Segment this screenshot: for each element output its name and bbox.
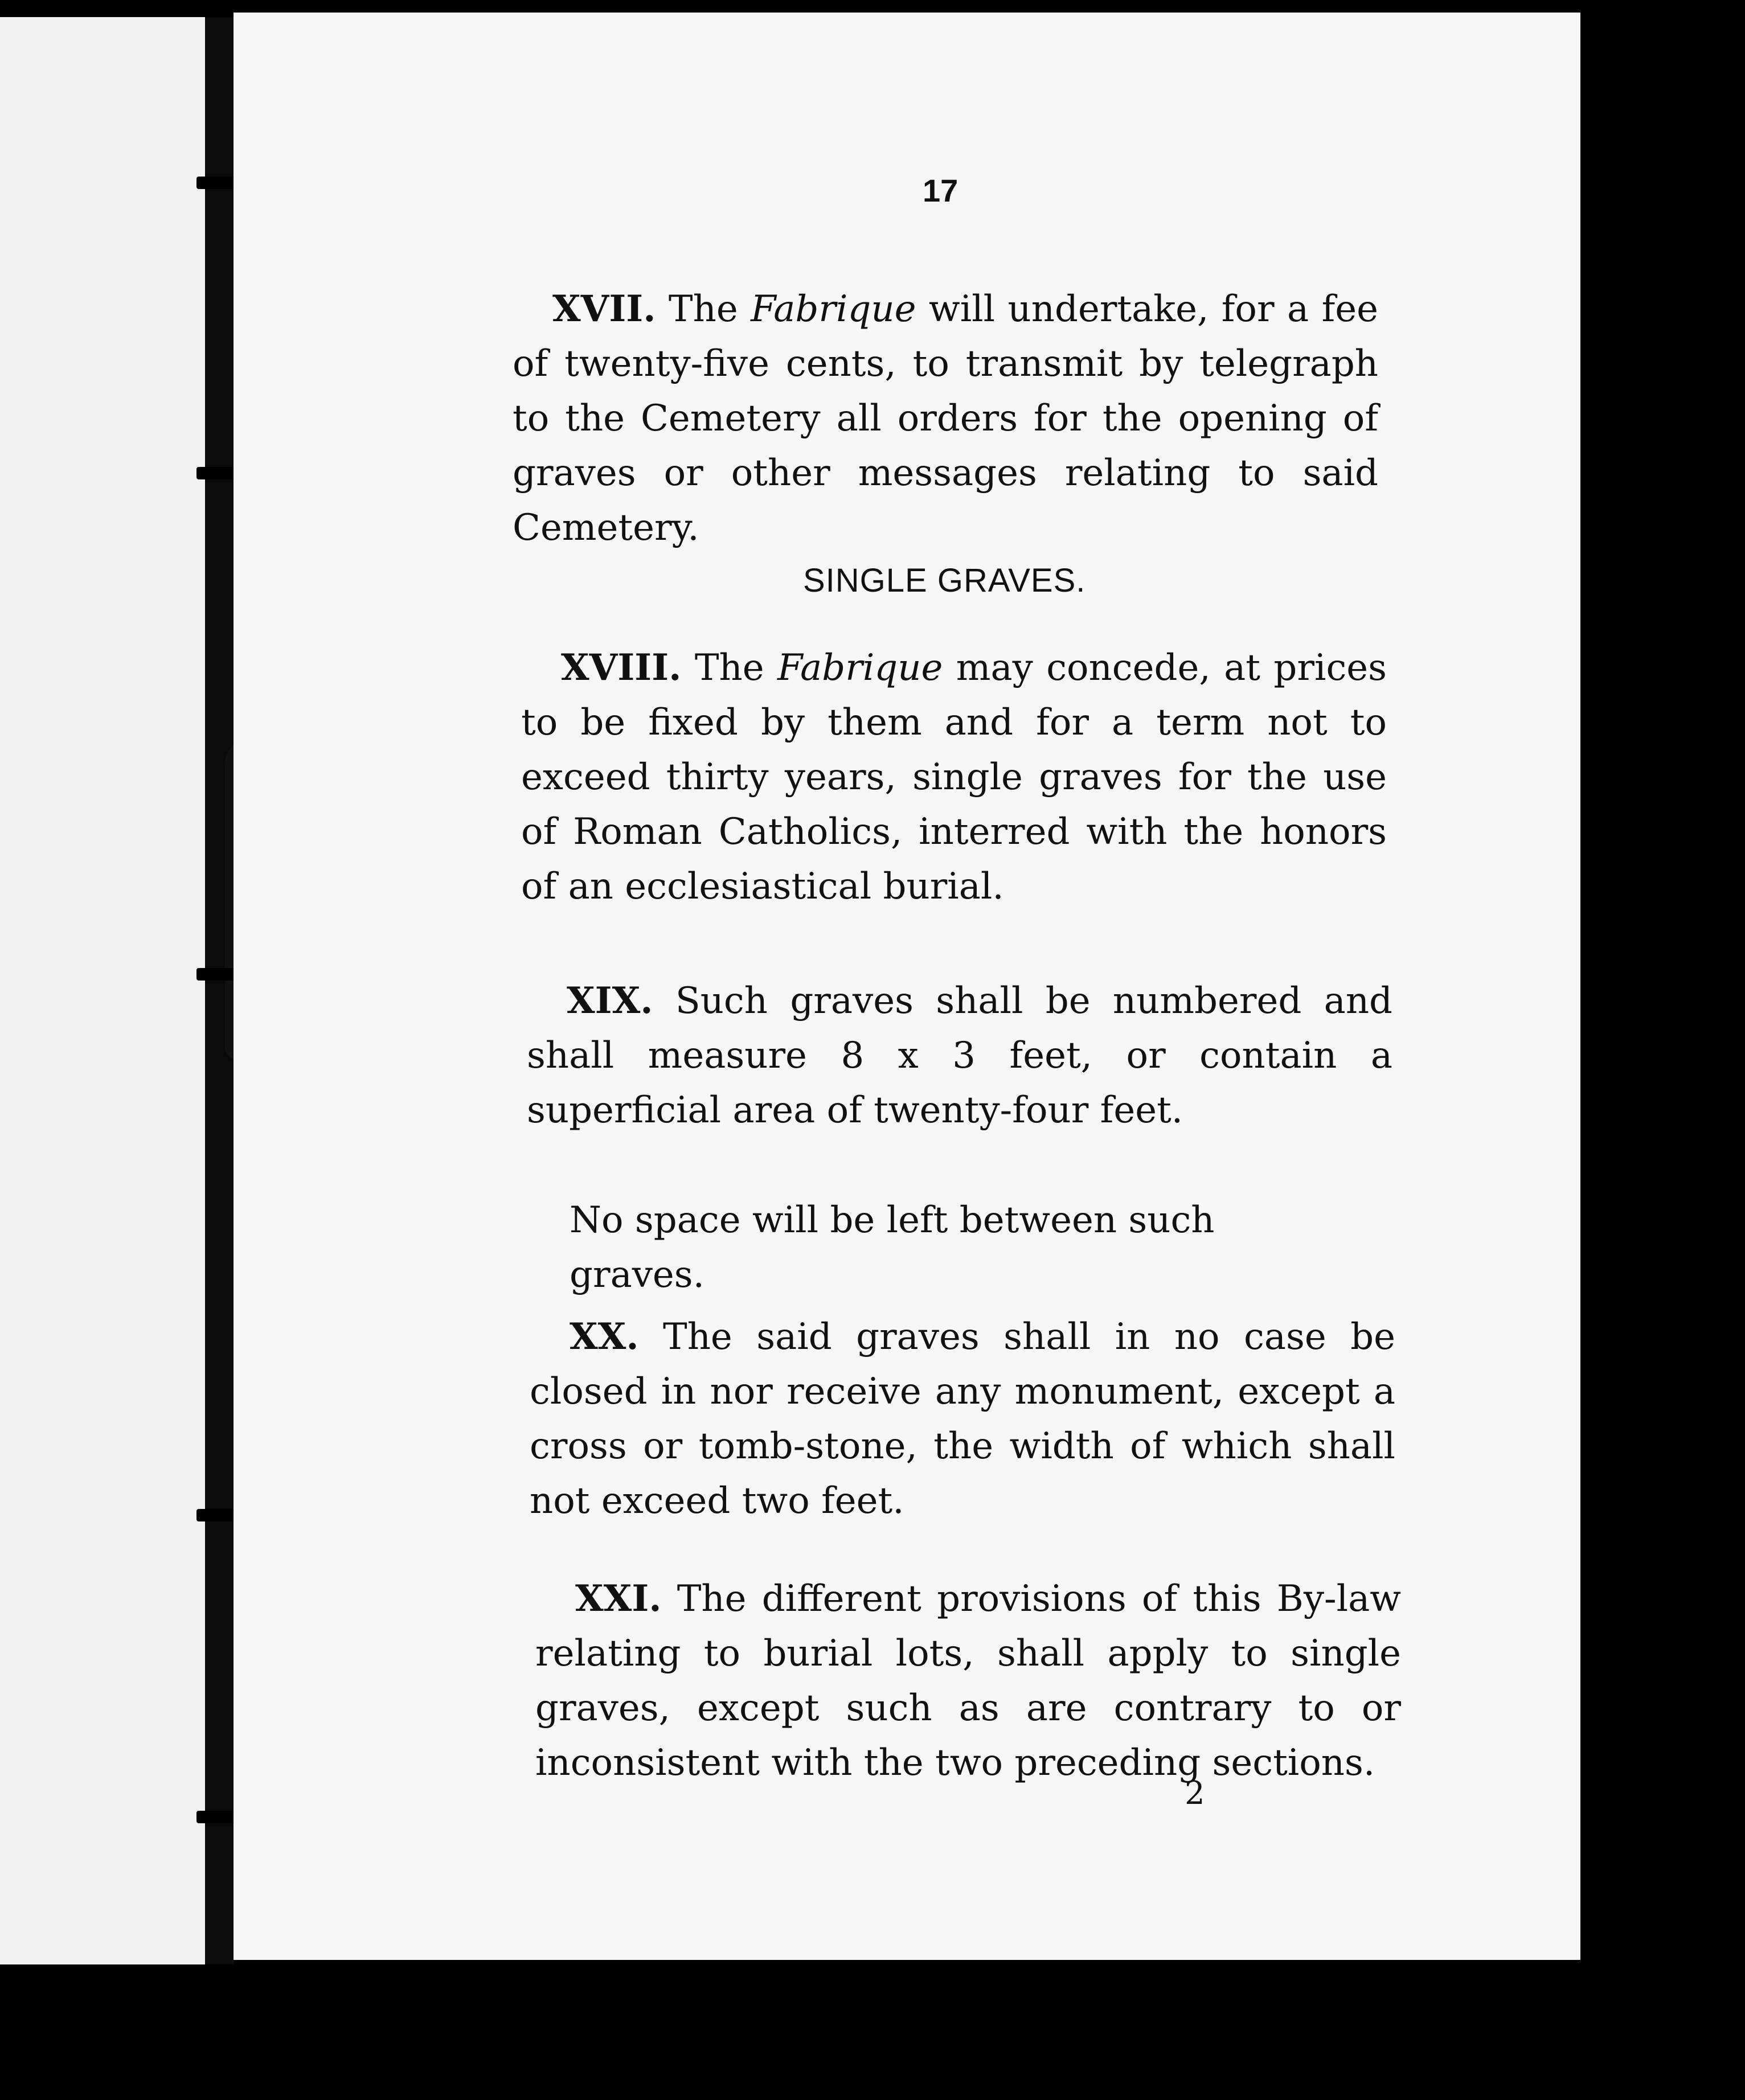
section-text: The different provisions of this By-law relating to burial lots, shall apply to single graves, except such as are contrary to or inconsistent with the two preceding sections. xyxy=(535,1578,1401,1784)
section-numeral: XIX. xyxy=(567,979,653,1022)
section-text: Such graves shall be numbered and shall measure 8 x 3 feet, or contain a superficial area of twenty-four feet. xyxy=(527,980,1392,1131)
signature-mark: 2 xyxy=(1185,1775,1205,1812)
section-text: The said graves shall in no case be closed in nor receive any monument, except a cross or tomb-stone, the width of which shall not exceed two feet. xyxy=(530,1316,1395,1522)
section-xvii xyxy=(513,282,1378,555)
section-text: will undertake, for a fee of twenty-five cents, to transmit by telegraph to the Cemetery all orders for the opening of graves or other messages relating to said Cemetery. xyxy=(513,288,1379,549)
previous-page-edge xyxy=(0,17,205,1964)
page-number: 17 xyxy=(923,173,958,208)
section-xx xyxy=(530,1310,1395,1528)
section-xviii xyxy=(521,641,1387,914)
section-xix-continuation: No space will be left between such graves. xyxy=(570,1199,1215,1296)
section-numeral: XVII. xyxy=(552,288,656,330)
section-numeral: XVIII. xyxy=(561,646,682,689)
scan-border xyxy=(1580,0,1745,2100)
section-text: may concede, at prices to be fixed by them and for a term not to exceed thirty years, single graves for the use of Roman Catholics, interred with the honors of an ecclesiastical burial. xyxy=(521,647,1387,908)
section-text: The xyxy=(668,288,751,330)
section-text: The xyxy=(694,647,778,689)
section-xix xyxy=(527,974,1392,1138)
section-numeral: XXI. xyxy=(575,1577,662,1620)
section-heading: SINGLE GRAVES. xyxy=(803,562,1086,599)
italic-term: Fabrique xyxy=(751,288,916,330)
section-numeral: XX. xyxy=(570,1315,639,1358)
italic-term: Fabrique xyxy=(777,647,943,689)
section-xxi xyxy=(535,1572,1401,1790)
